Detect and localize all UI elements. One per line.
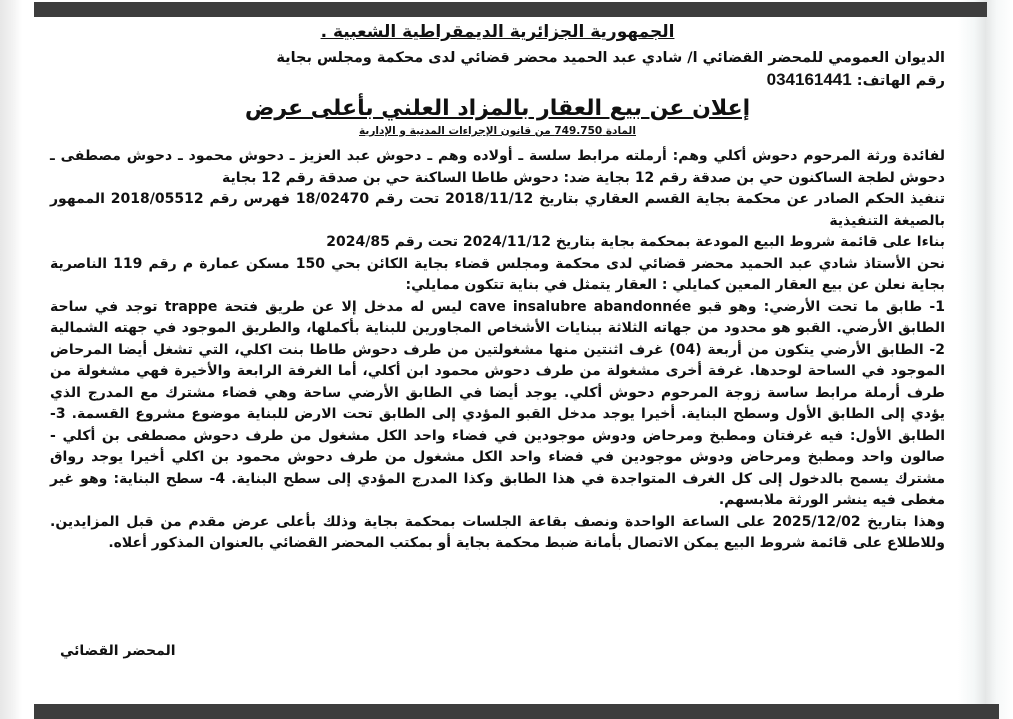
- republic-header: الجمهورية الجزائرية الديمقراطية الشعبية .: [320, 22, 675, 42]
- signature: المحضر القضائي: [60, 643, 176, 659]
- beneficiaries-paragraph: لفائدة ورثة المرحوم دحوش أكلي وهم: أرملته مرابط سلسة ـ أولاده وهم ـ دحوش عبد العزيز ـ دحوش محمود ـ دحوش مصطفى ـ دحوش لطجة الساكنون حي بن صدقة رقم 12 بجاية ضد: دحوش طاطا الساكنة حي بن صدقة رقم 12 بجاية: [50, 148, 945, 186]
- top-redaction-bar: [34, 2, 987, 17]
- scan-right-edge: [958, 0, 1013, 719]
- phone-number: 034161441: [766, 70, 852, 89]
- judgment-paragraph: تنفيذ الحكم الصادر عن محكمة بجاية القسم العقاري بتاريخ 2018/11/12 تحت رقم 18/02470 فهرس رقم 2018/05512 الممهور بالصيغة التنفيذية: [50, 191, 946, 229]
- notice-title: إعلان عن بيع العقار بالمزاد العلني بأعلى عرض: [244, 96, 751, 121]
- office-line: الديوان العمومي للمحضر القضائي ا/ شادي عبد الحميد محضر قضائي لدى محكمة ومجلس بجاية: [276, 50, 945, 66]
- phone-line: [50, 69, 945, 92]
- legal-reference: المادة 749.750 من قانون الإجراءات المدنية و الإدارية: [359, 125, 636, 137]
- notice-body: [50, 146, 945, 555]
- property-description-paragraph: 1- طابق ما تحت الأرضي: وهو قبو cave insalubre abandonnée ليس له مدخل إلا عن طريق فتحة trappe توجد في ساحة الطابق الأرضي. القبو هو محدود من جهاته الثلاثة ببنايات الأشخاص المجاورين للبناية بأكملها، والطريق الموجود في جهته الشمالية 2- الطابق الأرضي يتكون من أربعة (04) غرف اثنتين منها مشغولتين من طرف دحوش طاطا بنت اكلي، التي تشغل أيضا المرحاض الموجود في الساحة لوحدها. غرفة أخرى مشغولة من طرف دحوش محمود ابن أكلي، أما الغرفة الرابعة والأخيرة فهي مشغولة من طرف أرملة مرابط ساسة زوجة المرحوم دحوش أكلي. يوجد أيضا في الطابق الأرضي ساحة وهي فضاء مشترك مع المدرج الذي يؤدي إلى الطابق الأول وسطح البناية. أخيرا يوجد مدخل القبو المؤدي إلى الطابق تحت الارض للبناية موضوع مشروع القسمة. 3- الطابق الأول: فيه غرفتان ومطبخ ومرحاض ودوش موجودين في فضاء واحد الكل مشغول من طرف دحوش مصطفى بن أكلي - صالون واحد ومطبخ ومرحاض ودوش موجودين في فضاء واحد الكل مشغول من طرف دحوش محمود بن اكلي أخيرا يوجد رواق مشترك يسمح بالدخول إلى كل الغرف المتواجدة في هذا الطابق وكذا المدرج المؤدي إلى سطح البناية. 4- سطح البناية: وهو غير مغطى فيه ينشر الورثة ملابسهم.: [50, 298, 945, 508]
- auction-date-paragraph: وهذا بتاريخ 2025/12/02 على الساعة الواحدة ونصف بقاعة الجلسات بمحكمة بجاية وذلك بأعلى عرض مقدم من قبل المزايدين. وللاطلاع على قائمة شروط البيع يمكن الاتصال بأمانة ضبط محكمة بجاية أو بمكتب المحضر القضائي بالعنوان المذكور أعلاه.: [50, 513, 945, 551]
- notice-page: [50, 18, 945, 555]
- bottom-redaction-bar: [34, 704, 999, 719]
- scan-left-edge: [0, 0, 22, 719]
- phone-label: رقم الهاتف:: [856, 73, 945, 89]
- conditions-paragraph: بناءا على قائمة شروط البيع المودعة بمحكمة بجاية بتاريخ 2024/11/12 تحت رقم 2024/85: [326, 234, 945, 250]
- bailiff-paragraph: نحن الأستاذ شادي عبد الحميد محضر قضائي لدى محكمة ومجلس قضاء بجاية الكائن بحي 150 مسكن عمارة م رقم 119 الناصرية بجاية نعلن عن بيع العقار المعين كمايلي : العقار يتمثل في بناية تتكون ممايلي:: [50, 255, 946, 293]
